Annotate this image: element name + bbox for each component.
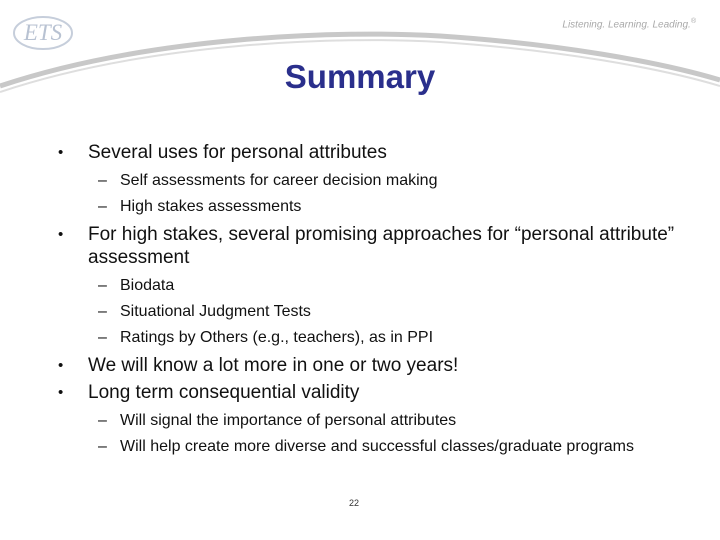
bullet-item	[58, 141, 678, 164]
dash-glyph: –	[98, 277, 107, 294]
tagline	[562, 18, 696, 30]
sub-bullet-item	[58, 170, 678, 191]
sub-list	[58, 275, 678, 348]
page-number: 22	[348, 498, 359, 508]
dash-glyph: –	[98, 303, 107, 320]
dash-glyph: –	[98, 172, 107, 189]
sub-list	[58, 170, 678, 217]
sub-bullet-item	[58, 410, 678, 431]
sub-bullet-text: Will signal the importance of personal attributes	[120, 412, 457, 429]
bullet-text: Long term consequential validity	[88, 382, 360, 403]
tagline-registered-mark: ®	[690, 18, 696, 25]
sub-bullet-text: Will help create more diverse and successful classes/graduate programs	[120, 438, 635, 455]
sub-bullet-text: Self assessments for career decision making	[120, 172, 438, 189]
ets-logo	[12, 14, 74, 52]
logo-text: ETS	[23, 20, 63, 45]
tagline-text: Listening. Learning. Leading.	[562, 19, 691, 31]
sub-bullet-item	[58, 436, 678, 457]
bullet-glyph: •	[58, 226, 64, 243]
sub-list	[58, 410, 678, 457]
bullet-item	[58, 354, 678, 377]
bullet-item	[58, 223, 678, 269]
bullet-glyph: •	[58, 384, 64, 401]
bullet-text: For high stakes, several promising approaches for “personal attribute” assessment	[88, 224, 675, 268]
bullet-item	[58, 381, 678, 404]
bullet-glyph: •	[58, 357, 64, 374]
dash-glyph: –	[98, 198, 107, 215]
sub-bullet-text: Biodata	[120, 277, 175, 294]
dash-glyph: –	[98, 329, 107, 346]
bullet-text: Several uses for personal attributes	[88, 142, 387, 163]
dash-glyph: –	[98, 438, 107, 455]
sub-bullet-text: Situational Judgment Tests	[120, 303, 311, 320]
sub-bullet-item	[58, 275, 678, 296]
bullet-text: We will know a lot more in one or two years!	[88, 355, 459, 376]
bullet-glyph: •	[58, 144, 64, 161]
slide-content	[58, 141, 678, 463]
sub-bullet-item	[58, 327, 678, 348]
dash-glyph: –	[98, 412, 107, 429]
sub-bullet-item	[58, 196, 678, 217]
sub-bullet-item	[58, 301, 678, 322]
sub-bullet-text: Ratings by Others (e.g., teachers), as in PPI	[120, 329, 434, 346]
sub-bullet-text: High stakes assessments	[120, 198, 302, 215]
slide-title: Summary	[284, 58, 436, 95]
